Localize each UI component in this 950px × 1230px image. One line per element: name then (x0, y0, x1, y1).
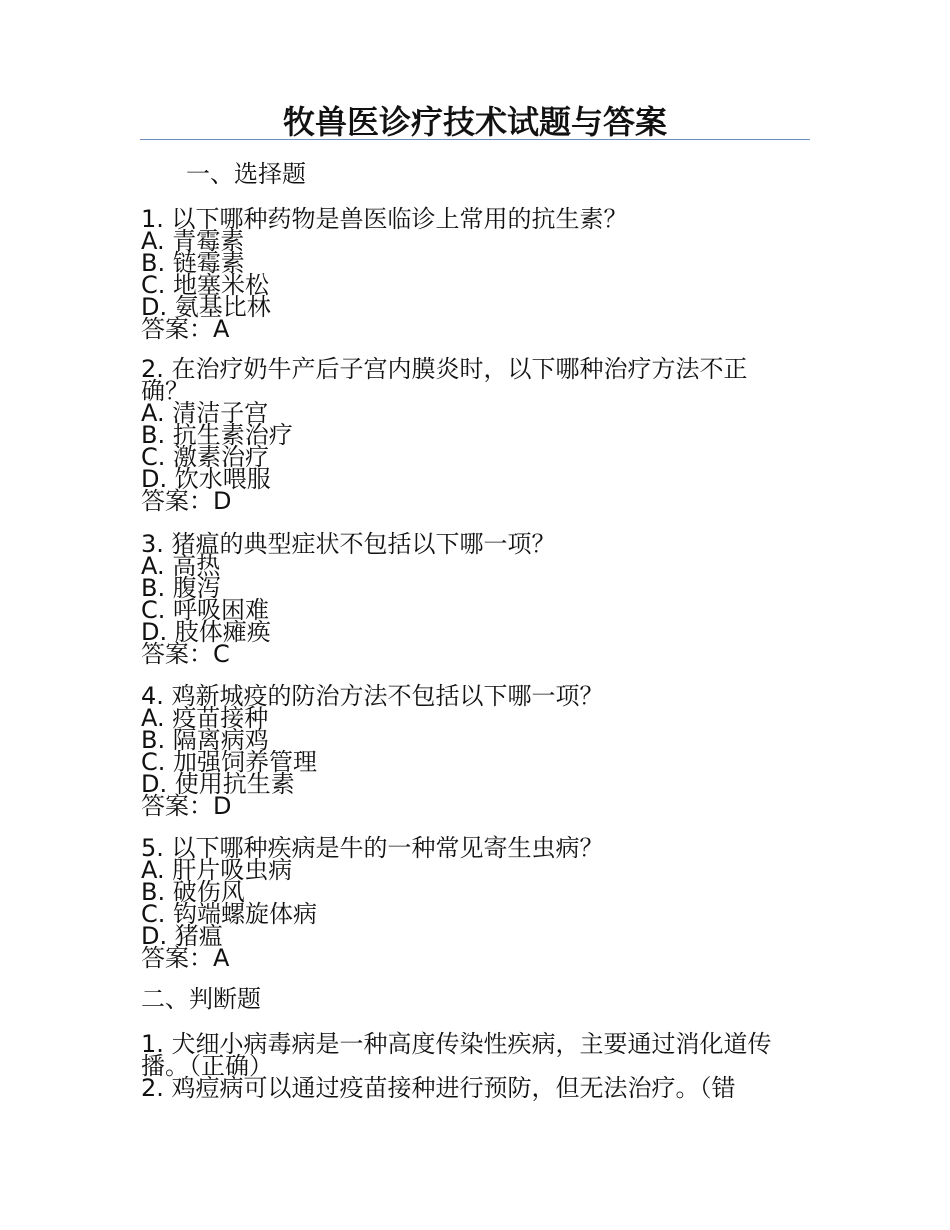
option-d: D. 猪瘟 (141, 922, 223, 950)
option-d: D. 使用抗生素 (141, 770, 295, 798)
question-block-2 (141, 355, 771, 515)
option-b: B. 腹泻 (141, 574, 221, 602)
judgment-item-1: 1. 犬细小病毒病是一种高度传染性疾病，主要通过消化道传播。（正确） (141, 1030, 772, 1080)
option-c: C. 呼吸困难 (141, 596, 270, 624)
section-heading-choice: 一、选择题 (186, 160, 306, 188)
question-block-5 (141, 834, 801, 972)
judgment-item-2: 2. 鸡痘病可以通过疫苗接种进行预防，但无法治疗。（错 (141, 1074, 736, 1102)
option-b: B. 隔离病鸡 (141, 726, 269, 754)
option-c: C. 激素治疗 (141, 443, 270, 471)
option-b: B. 抗生素治疗 (141, 421, 293, 449)
option-a: A. 疫苗接种 (141, 704, 269, 732)
option-d: D. 饮水喂服 (141, 465, 271, 493)
option-b: B. 链霉素 (141, 249, 245, 277)
option-a: A. 青霉素 (141, 227, 245, 255)
option-a: A. 高热 (141, 552, 221, 580)
option-c: C. 钩端螺旋体病 (141, 900, 318, 928)
title-divider (140, 139, 810, 140)
question-text: 3. 猪瘟的典型症状不包括以下哪一项？ (141, 530, 556, 558)
option-c: C. 地塞米松 (141, 271, 270, 299)
question-block-4 (141, 682, 801, 820)
option-a: A. 肝片吸虫病 (141, 856, 293, 884)
answer-text: 答案：D (141, 487, 232, 515)
option-d: D. 氨基比林 (141, 293, 271, 321)
answer-text: 答案：D (141, 792, 232, 820)
question-text: 4. 鸡新城疫的防治方法不包括以下哪一项？ (141, 682, 604, 710)
section-heading-judgment: 二、判断题 (141, 985, 261, 1013)
answer-text: 答案：C (141, 640, 230, 668)
question-text: 2. 在治疗奶牛产后子宫内膜炎时，以下哪种治疗方法不正确？ (141, 355, 748, 405)
option-b: B. 破伤风 (141, 878, 245, 906)
page-title: 牧兽医诊疗技术试题与答案 (282, 103, 667, 141)
question-block-3 (141, 530, 801, 668)
question-block-1 (141, 205, 801, 343)
option-c: C. 加强饲养管理 (141, 748, 318, 776)
answer-text: 答案：A (141, 315, 230, 343)
answer-text: 答案：A (141, 944, 230, 972)
question-text: 1. 以下哪种药物是兽医临诊上常用的抗生素？ (141, 205, 628, 233)
question-text: 5. 以下哪种疾病是牛的一种常见寄生虫病？ (141, 834, 604, 862)
option-d: D. 肢体瘫痪 (141, 618, 271, 646)
judgment-list (141, 1030, 801, 1102)
option-a: A. 清洁子宫 (141, 399, 269, 427)
